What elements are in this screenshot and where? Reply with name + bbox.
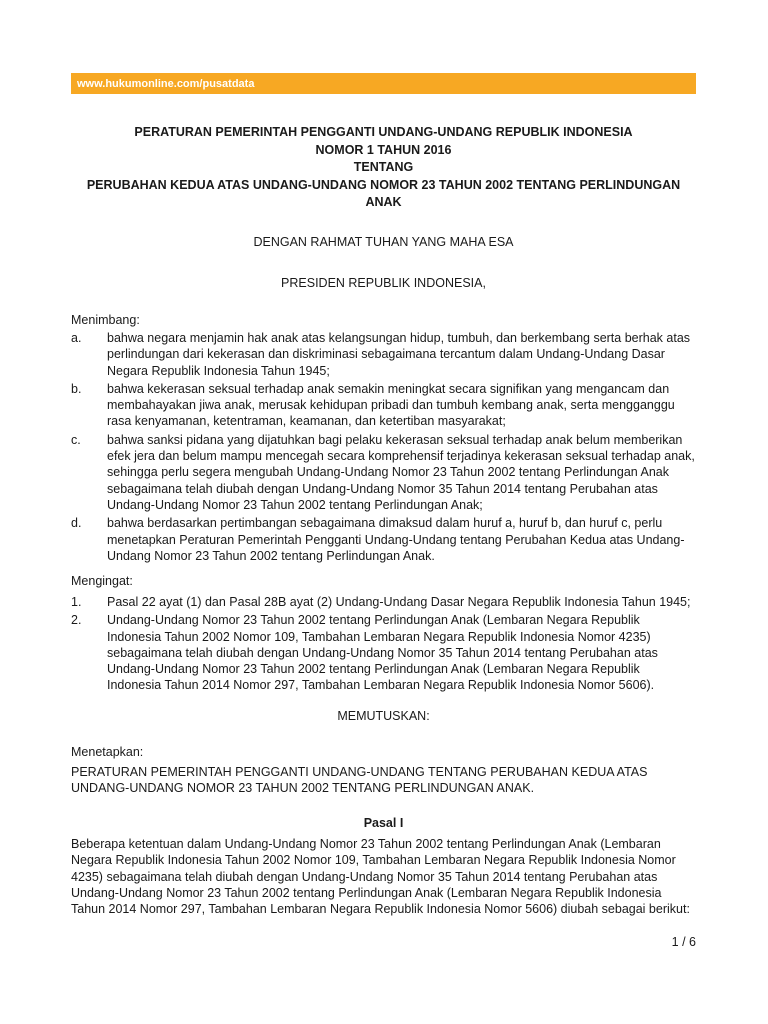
list-marker: c.	[71, 432, 81, 447]
title-subject: PERUBAHAN KEDUA ATAS UNDANG-UNDANG NOMOR 23 TAHUN 2002 TENTANG PERLINDUNGAN	[86, 177, 681, 192]
list-marker: a.	[71, 331, 82, 345]
list-marker: b.	[71, 381, 82, 396]
menimbang-list	[71, 330, 696, 566]
menetapkan-text: PERATURAN PEMERINTAH PENGGANTI UNDANG-UNDANG TENTANG PERUBAHAN KEDUA ATAS UNDANG-UNDANG NOMOR 23 TAHUN 2002 TENTANG PERLINDUNGAN ANAK.	[71, 765, 648, 796]
pasal-heading: Pasal I	[363, 816, 404, 830]
pasal-text: Beberapa ketentuan dalam Undang-Undang Nomor 23 Tahun 2002 tentang Perlindungan Anak (Lembaran Negara Republik Indonesia Tahun 2002 Nomor 109, Tambahan Lembaran Negara Republik Indonesia Nomor 4235) sebagaimana telah diubah dengan Undang-Undang Nomor 35 Tahun 2014 tentang Perubahan atas Undang-Undang Nomor 23 Tahun 2002 tentang Perlindungan Anak (Lembaran Negara Republik Indonesia Tahun 2014 Nomor 297, Tambahan Lembaran Negara Republik Indonesia Nomor 5606) diubah sebagai berikut:	[71, 837, 690, 917]
list-text: bahwa negara menjamin hak anak atas kelangsungan hidup, tumbuh, dan berkembang serta berhak atas perlindungan dari kekerasan dan diskriminasi sebagaimana tercantum dalam Undang-Undang Dasar Negara Republik Indonesia Tahun 1945;	[107, 331, 691, 378]
list-item	[71, 594, 696, 610]
list-text: Pasal 22 ayat (1) dan Pasal 28B ayat (2) Undang-Undang Dasar Negara Republik Indonesia Tahun 1945;	[107, 595, 691, 609]
page-number: 1 / 6	[671, 935, 696, 949]
memutuskan-heading: MEMUTUSKAN:	[337, 709, 430, 723]
mengingat-list	[71, 594, 696, 696]
list-marker: 2.	[71, 613, 82, 628]
list-item	[71, 432, 696, 513]
menetapkan-label: Menetapkan:	[71, 745, 144, 759]
list-text: bahwa berdasarkan pertimbangan sebagaimana dimaksud dalam huruf a, huruf b, dan huruf c, perlu menetapkan Peraturan Pemerintah Pengganti Undang-Undang tentang Perubahan Kedua atas Undang-Undang Nomor 23 Tahun 2002 tentang Perlindungan Anak.	[107, 516, 685, 563]
list-item	[71, 515, 696, 564]
title-line: PERATURAN PEMERINTAH PENGGANTI UNDANG-UNDANG REPUBLIK INDONESIA	[134, 125, 633, 139]
list-text: bahwa sanksi pidana yang dijatuhkan bagi pelaku kekerasan seksual terhadap anak belum memberikan efek jera dan belum mampu mencegah secara komprehensif terjadinya kekerasan seksual terhadap anak, sehingga perlu segera mengubah Undang-Undang Nomor 23 Tahun 2002 tentang Perlindungan Anak sebagaimana telah diubah dengan Undang-Undang Nomor 35 Tahun 2014 tentang Perubahan atas Undang-Undang Nomor 23 Tahun 2002 tentang Perlindungan Anak;	[107, 432, 695, 512]
title-number: NOMOR 1 TAHUN 2016	[315, 142, 452, 157]
document-title	[71, 124, 696, 212]
mengingat-label: Mengingat:	[71, 574, 133, 588]
header-bar	[71, 73, 696, 94]
rahmat-line: DENGAN RAHMAT TUHAN YANG MAHA ESA	[253, 235, 514, 249]
presiden-line: PRESIDEN REPUBLIK INDONESIA,	[281, 276, 486, 290]
list-item	[71, 612, 696, 693]
list-item	[71, 330, 696, 379]
source-url-link[interactable]: www.hukumonline.com/pusatdata	[77, 77, 255, 90]
menimbang-label: Menimbang:	[71, 313, 140, 327]
list-marker: d.	[71, 516, 82, 531]
list-marker: 1.	[71, 595, 82, 609]
list-text: Undang-Undang Nomor 23 Tahun 2002 tentang Perlindungan Anak (Lembaran Negara Republik Indonesia Tahun 2002 Nomor 109, Tambahan Lembaran Negara Republik Indonesia Nomor 4235) sebagaimana telah diubah dengan Undang-Undang Nomor 35 Tahun 2014 tentang Perubahan atas Undang-Undang Nomor 23 Tahun 2002 tentang Perlindungan Anak (Lembaran Negara Republik Indonesia Tahun 2014 Nomor 297, Tambahan Lembaran Negara Republik Indonesia Nomor 5606).	[107, 613, 658, 693]
title-subject-cont: ANAK	[365, 195, 402, 209]
list-item	[71, 381, 696, 430]
title-tentang: TENTANG	[353, 160, 414, 174]
list-text: bahwa kekerasan seksual terhadap anak semakin meningkat secara signifikan yang mengancam dan membahayakan jiwa anak, merusak kehidupan pribadi dan tumbuh kembang anak, serta mengganggu rasa kenyamanan, ketentraman, keamanan, dan ketertiban masyarakat;	[107, 381, 675, 429]
